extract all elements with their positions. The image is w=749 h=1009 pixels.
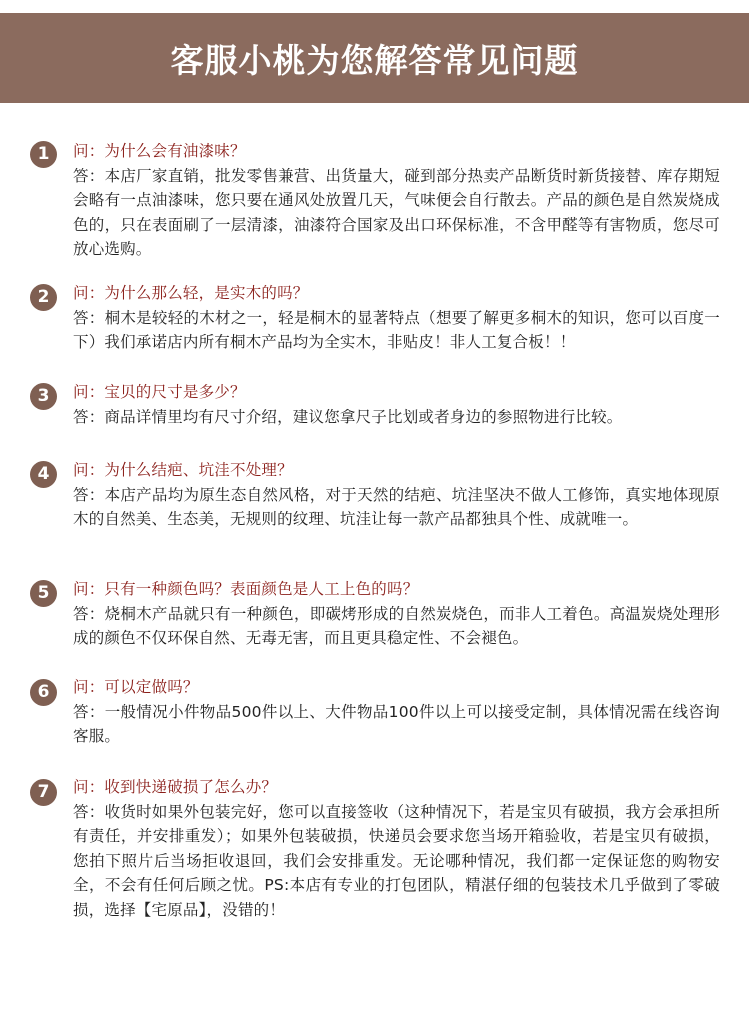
question-7: 问：收到快递破损了怎么办？ [73,778,278,796]
number-badge-1: 1 [30,141,57,168]
question-5: 问：只有一种颜色吗？表面颜色是人工上色的吗？ [73,580,419,598]
faq-content-1 [73,139,720,262]
faq-content-6 [73,675,720,749]
answer-5: 答：烧桐木产品就只有一种颜色，即碳烤形成的自然炭烧色，而非人工着色。高温炭烧处理形成的颜色不仅环保自然、无毒无害，而且更具稳定性、不会褪色。 [73,604,720,647]
number-badge-2: 2 [30,284,57,311]
question-3: 问：宝贝的尺寸是多少？ [73,383,246,401]
page-title: 客服小桃为您解答常见问题 [170,40,579,80]
faq-content-5 [73,577,720,651]
faq-content-3 [73,380,720,429]
question-6: 问：可以定做吗？ [73,678,199,696]
answer-4: 答：本店产品均为原生态自然风格，对于天然的结疤、坑洼坚决不做人工修饰，真实地体现原木的自然美、生态美，无规则的纹理、坑洼让每一款产品都独具个性、成就唯一。 [73,485,720,528]
number-badge-3: 3 [30,383,57,410]
answer-7: 答：收货时如果外包装完好，您可以直接签收（这种情况下，若是宝贝有破损，我方会承担所有责任，并安排重发）；如果外包装破损，快递员会要求您当场开箱验收，若是宝贝有破损，您拍下照片后当场拒收退回，我们会安排重发。无论哪种情况，我们都一定保证您的购物安全，不会有任何后顾之忧。PS:本店有专业的打包团队，精湛仔细的包装技术几乎做到了零破损，选择【宅原品】，没错的！ [73,802,720,919]
answer-3: 答：商品详情里均有尺寸介绍，建议您拿尺子比划或者身边的参照物进行比较。 [73,407,623,426]
number-badge-4: 4 [30,461,57,488]
number-badge-5: 5 [30,580,57,607]
number-badge-6: 6 [30,679,57,706]
number-badge-7: 7 [30,779,57,806]
question-1: 问：为什么会有油漆味？ [73,142,246,160]
answer-2: 答：桐木是较轻的木材之一，轻是桐木的显著特点（想要了解更多桐木的知识，您可以百度一下）我们承诺店内所有桐木产品均为全实木，非贴皮！非人工复合板！！ [73,308,720,351]
question-2: 问：为什么那么轻，是实木的吗？ [73,284,309,302]
faq-content-4 [73,458,720,532]
question-4: 问：为什么结疤、坑洼不处理？ [73,461,293,479]
faq-content-7 [73,775,720,922]
faq-content-2 [73,281,720,355]
answer-1: 答：本店厂家直销，批发零售兼营、出货量大，碰到部分热卖产品断货时新货接替、库存期短会略有一点油漆味，您只要在通风处放置几天，气味便会自行散去。产品的颜色是自然炭烧成色的，只在表面刷了一层清漆，油漆符合国家及出口环保标准，不含甲醛等有害物质，您尽可放心选购。 [73,166,720,258]
answer-6: 答：一般情况小件物品500件以上、大件物品100件以上可以接受定制，具体情况需在线咨询客服。 [73,702,720,745]
